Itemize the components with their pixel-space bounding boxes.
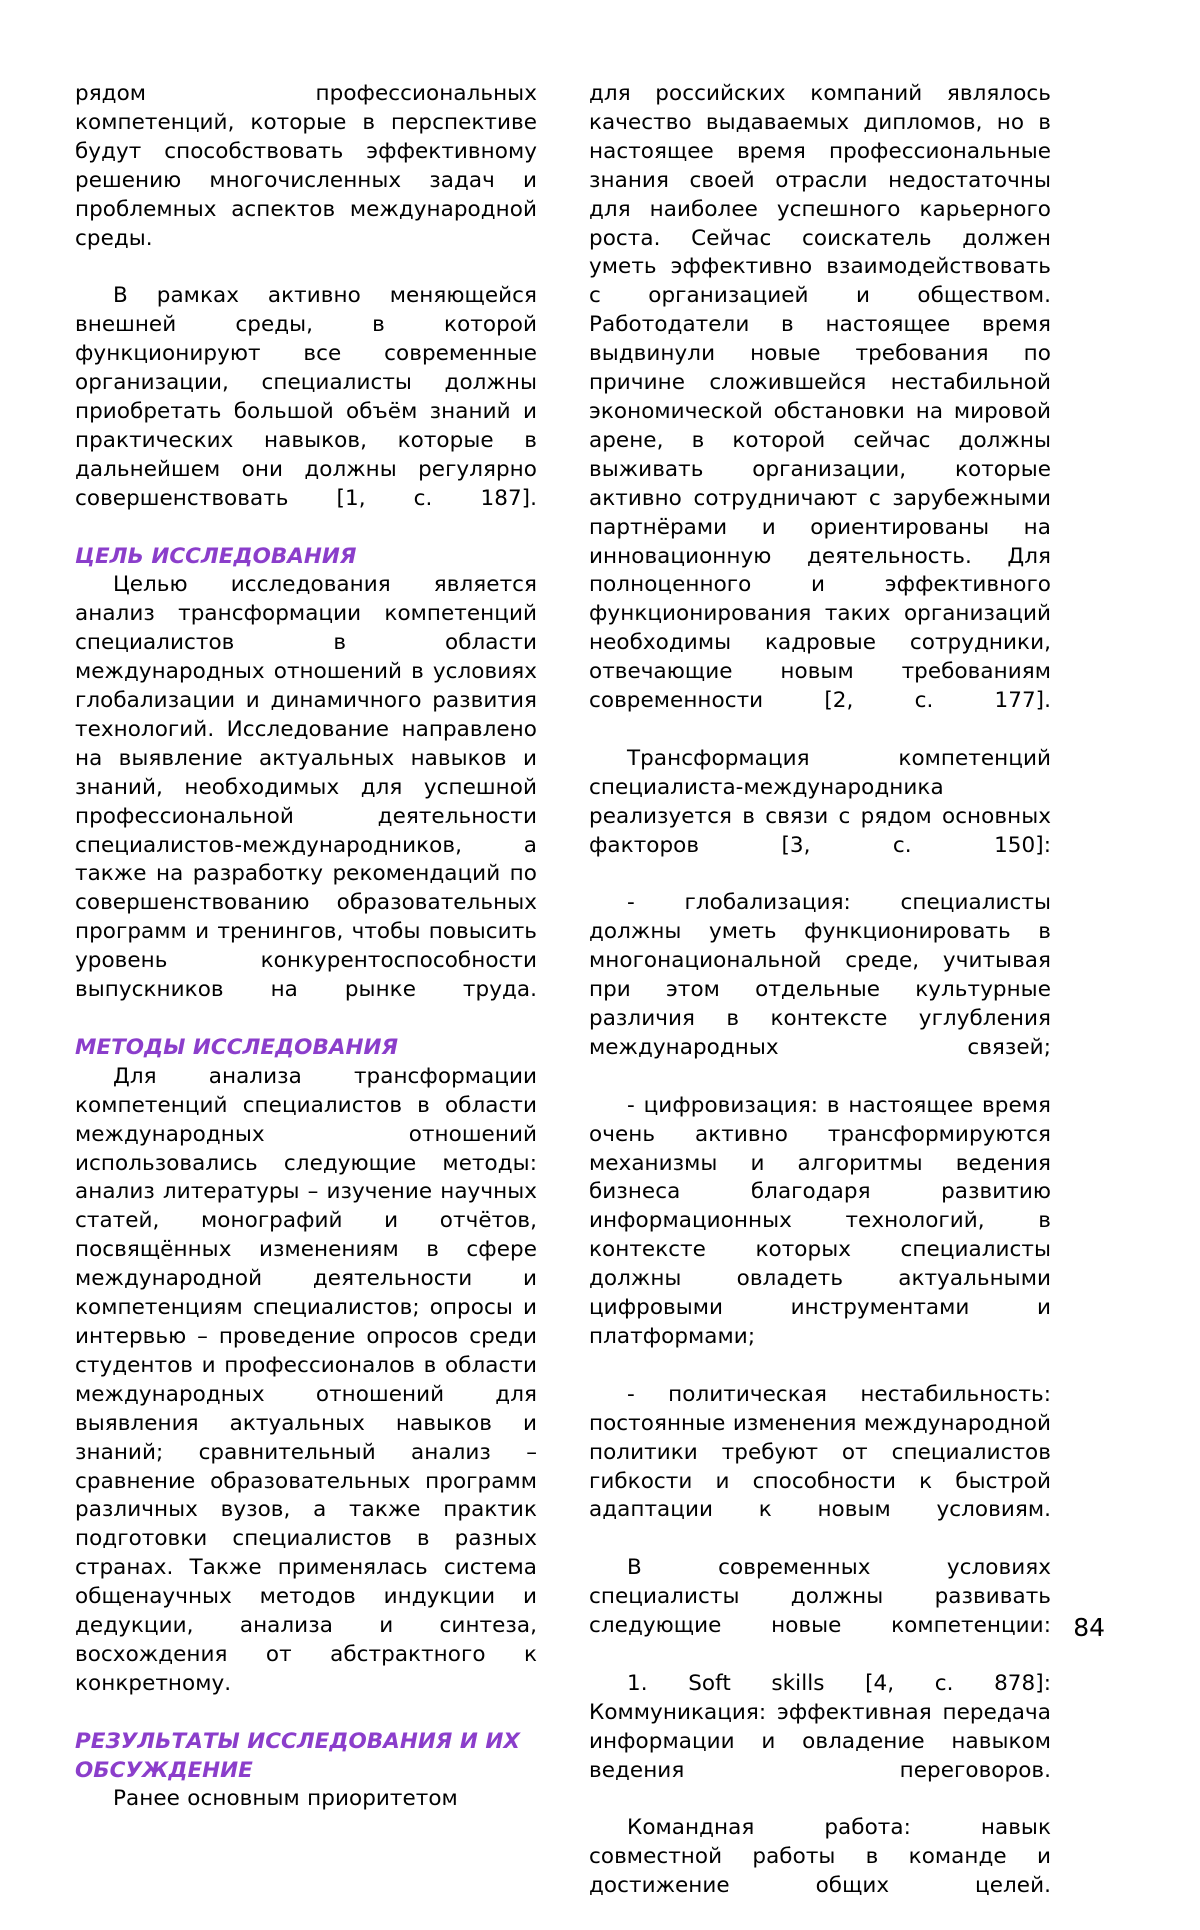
- paragraph: - политическая нестабильность: постоянные изменения международной политики требуют от специалистов гибкости и способности к быстрой адаптации к новым условиям.: [589, 1381, 1051, 1523]
- section-heading-results: РЕЗУЛЬТАТЫ ИССЛЕДОВАНИЯ И ИХ ОБСУЖДЕНИЕ: [75, 1728, 520, 1783]
- paragraph: 1. Soft skills [4, с. 878]: Коммуникация: эффективная передача информации и овладение навыком ведения переговоров.: [589, 1670, 1051, 1783]
- section-heading-goal: ЦЕЛЬ ИССЛЕДОВАНИЯ: [75, 543, 357, 569]
- paragraph: Командная работа: навык совместной работы в команде и достижение общих целей.: [589, 1815, 1051, 1899]
- paragraph: - цифровизация: в настоящее время очень активно трансформируются механизмы и алгоритмы ведения бизнеса благодаря развитию информационных технологий, в контексте которых специалисты должны овладеть актуальными цифровыми инструментами и платформами;: [589, 1092, 1051, 1349]
- paragraph: Трансформация компетенций специалиста-международника реализуется в связи с рядом основных факторов [3, с. 150]:: [589, 745, 1051, 858]
- paragraph: Целью исследования является анализ трансформации компетенций специалистов в области международных отношений в условиях глобализации и динамичного развития технологий. Исследование направлено на выявление актуальных навыков и знаний, необходимых для успешной профессиональной деятельности специалистов-международников, а также на разработку рекомендаций по совершенствованию образовательных программ и тренингов, чтобы повысить уровень конкурентоспособности выпускников на рынке труда.: [75, 572, 537, 1003]
- paragraph: В рамках активно меняющейся внешней среды, в которой функционируют все современные организации, специалисты должны приобретать большой объём знаний и практических навыков, которые в дальнейшем они должны регулярно совершенствовать [1, с. 187].: [75, 283, 537, 511]
- left-column: [75, 80, 537, 1812]
- right-column: [589, 80, 1051, 1899]
- page-number: 84: [1073, 1613, 1105, 1642]
- paragraph: рядом профессиональных компетенций, которые в перспективе будут способствовать эффективному решению многочисленных задач и проблемных аспектов международной среды.: [75, 81, 537, 251]
- paragraph: - глобализация: специалисты должны уметь функционировать в многонациональной среде, учитывая при этом отдельные культурные различия в контексте углубления международных связей;: [589, 890, 1051, 1060]
- paragraph: для российских компаний являлось качество выдаваемых дипломов, но в настоящее время профессиональные знания своей отрасли недостаточны для наиболее успешного карьерного роста. Сейчас соискатель должен уметь эффективно взаимодействовать с организацией и обществом. Работодатели в настоящее время выдвинули новые требования по причине сложившейся нестабильной экономической обстановки на мировой арене, в которой сейчас должны выживать организации, которые активно сотрудничают с зарубежными партнёрами и ориентированы на инновационную деятельность. Для полноценного и эффективного функционирования таких организаций необходимы кадровые сотрудники, отвечающие новым требованиям современности [2, с. 177].: [589, 81, 1051, 714]
- section-heading-methods: МЕТОДЫ ИССЛЕДОВАНИЯ: [75, 1034, 399, 1060]
- paragraph: В современных условиях специалисты должны развивать следующие новые компетенции:: [589, 1555, 1051, 1639]
- paragraph: Ранее основным приоритетом: [113, 1786, 458, 1812]
- paragraph: Для анализа трансформации компетенций специалистов в области международных отношений использовались следующие методы: анализ литературы – изучение научных статей, монографий и отчётов, посвящённых изменениям в сфере международной деятельности и компетенциям специалистов; опросы и интервью – проведение опросов среди студентов и профессионалов в области международных отношений для выявления актуальных навыков и знаний; сравнительный анализ – сравнение образовательных программ различных вузов, а также практик подготовки специалистов в разных странах. Также применялась система общенаучных методов индукции и дедукции, анализа и синтеза, восхождения от абстрактного к конкретному.: [75, 1063, 537, 1696]
